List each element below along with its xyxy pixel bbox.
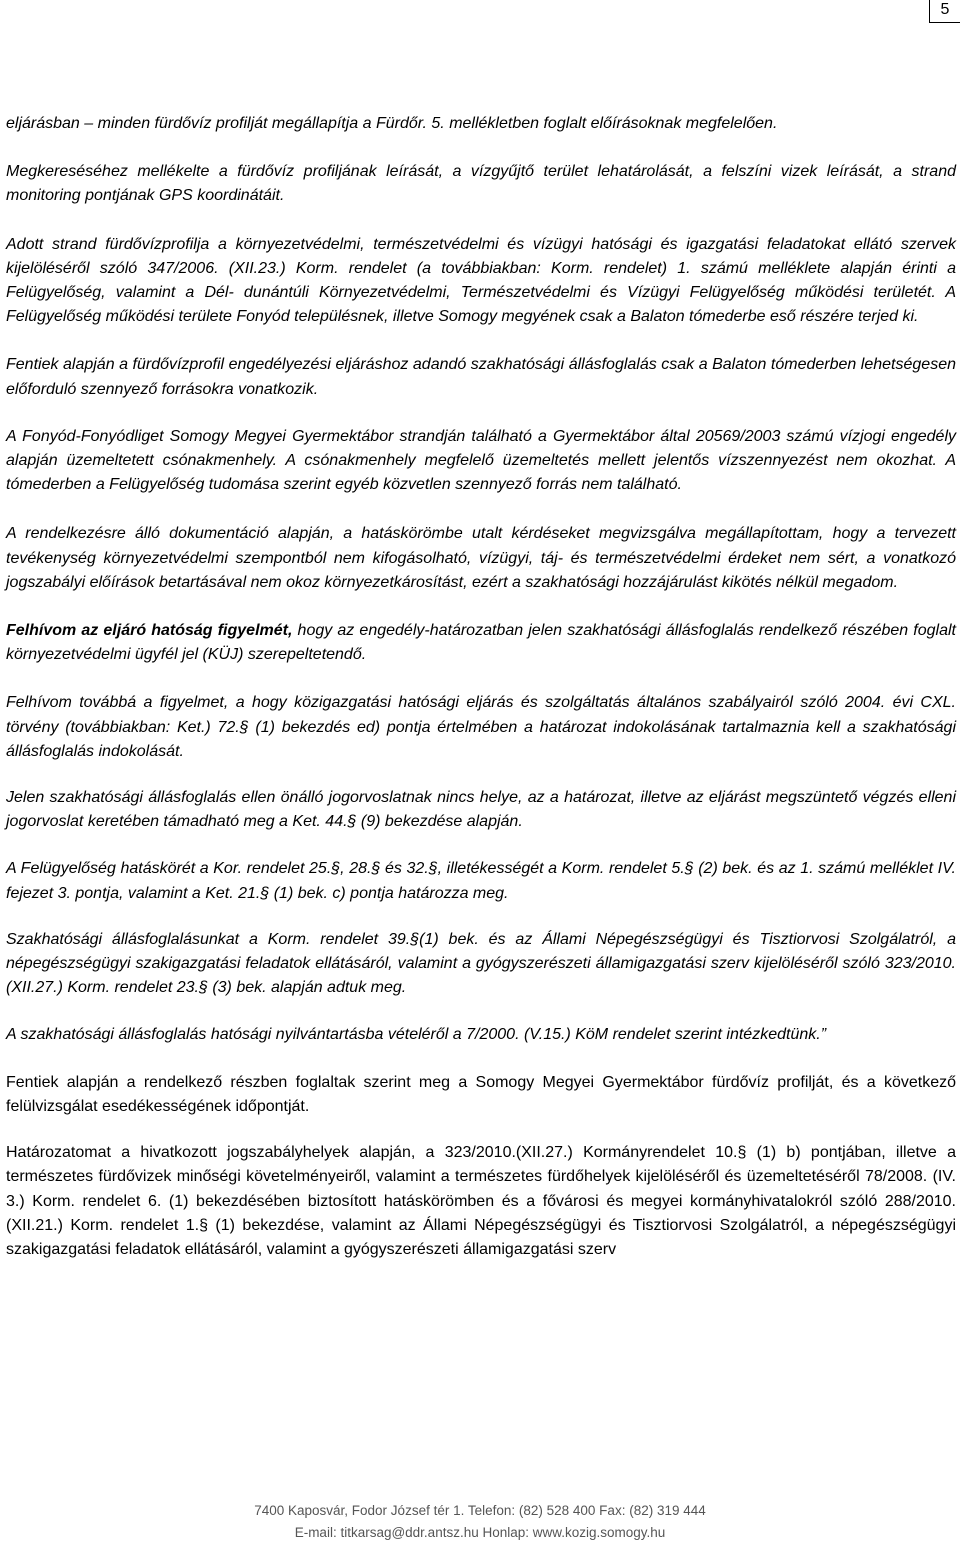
paragraph [6,1023,956,1047]
text-run: A Felügyelőség hatáskörét a Kor. rendelet 25.§, 28.§ és 32.§, illetékességét a Korm. rendelet 5.§ (2) bek. és az 1. számú melléklet IV. fejezet 3. pontja, valamint a Ket. 21.§ (1) bek. c) pontja határozza meg. [6,860,956,902]
text-run: A szakhatósági állásfoglalás hatósági nyilvántartásba vételéről a 7/2000. (V.15.) KöM rendelet szerint intézkedtünk.” [6,1026,827,1044]
footer-address: 7400 Kaposvár, Fodor József tér 1. Telefon: (82) 528 400 Fax: (82) 319 444 [254,1503,706,1518]
paragraph [6,112,956,136]
paragraph [6,928,956,1001]
paragraph [6,1141,956,1262]
text-run: Szakhatósági állásfoglalásunkat a Korm. rendelet 39.§(1) bek. és az Állami Népegészségügyi és Tisztiorvosi Szolgálatról, a népegészségügyi szakigazgatási feladatok ellátásáról, valamint a gyógyszerészeti államigazgatási szerv kijelöléséről szóló 323/2010. (XII.27.) Korm. rendelet 23.§ (3) bek. alapján adtuk meg. [6,930,956,997]
text-run: Adott strand fürdővízprofilja a környezetvédelmi, természetvédelmi és vízügyi hatósági és igazgatási feladatokat ellátó szervek kijelöléséről szóló 347/2006. (XII.23.) Korm. rendelet (a továbbiakban: Korm. rendelet) 1. számú melléklete alapján érinti a Felügyelőség, valamint a Dél- dunántúli Környezetvédelmi, Természetvédelmi és Vízügyi Felügyelőség működési területét. A Felügyelőség működési területe Fonyód településnek, illetve Somogy megyének csak a Balaton tómederbe eső részére terjed ki. [6,235,956,326]
paragraph [6,691,956,764]
page-number: 5 [929,0,960,23]
text-run: Megkereséséhez mellékelte a fürdővíz profiljának leírását, a vízgyűjtő terület lehatárolását, a felszíni vizek leírását, a strand monitoring pontjának GPS koordinátáit. [6,163,956,205]
paragraph [6,522,956,595]
text-run: Fentiek alapján a fürdővízprofil engedélyezési eljáráshoz adandó szakhatósági állásfoglalás csak a Balaton tómederben lehetségesen előforduló szennyező forrásokra vonatkozik. [6,356,956,398]
text-run: A Fonyód-Fonyódliget Somogy Megyei Gyermektábor strandján található a Gyermektábor által 20569/2003 számú vízjogi engedély alapján üzemeltetett csónakmenhely. A csónakmenhely megfelelő üzemeltetés mellett jelentős vízszennyezést nem okozhat. A tómederben a Felügyelőség tudomása szerint egyéb közvetlen szennyező forrás nem található. [6,427,956,494]
footer [0,1500,960,1544]
text-run: Határozatomat a hivatkozott jogszabályhelyek alapján, a 323/2010.(XII.27.) Kormányrendelet 10.§ (1) b) pontjában, illetve a természetes fürdővizek minőségi követelményeiről, valamint a természetes fürdőhelyek kijelöléséről és üzemeltetéséről 78/2008. (IV. 3.) Korm. rendelet 6. (1) bekezdésében biztosított hatáskörömben és a fővárosi és megyei kormányhivatalokról szóló 288/2010. (XII.21.) Korm. rendelet 1.§ (1) bekezdése, valamint az Állami Népegészségügyi és Tisztiorvosi Szolgálatról, a népegészségügyi szakigazgatási feladatok ellátásáról, valamint a gyógyszerészeti államigazgatási szerv [6,1144,956,1258]
bold-text-run: Felhívom az eljáró hatóság figyelmét, [6,622,293,640]
paragraph [6,425,956,498]
paragraph [6,353,956,401]
text-run: Fentiek alapján a rendelkező részben foglaltak szerint meg a Somogy Megyei Gyermektábor fürdővíz profilját, és a következő felülvizsgálat esedékességének időpontját. [6,1073,956,1115]
text-run: Felhívom továbbá a figyelmet, a hogy közigazgatási hatósági eljárás és szolgáltatás általános szabályairól szóló 2004. évi CXL. törvény (továbbiakban: Ket.) 72.§ (1) bekezdés ed) pontja értelmében a határozat indokolásának tartalmaznia kell a szakhatósági állásfoglalás indokolását. [6,694,956,760]
footer-contact: E-mail: titkarsag@ddr.antsz.hu Honlap: www.kozig.somogy.hu [294,1525,666,1540]
paragraph [6,619,956,667]
text-run: A rendelkezésre álló dokumentáció alapján, a hatáskörömbe utalt kérdéseket megvizsgálva megállapítottam, hogy a tervezett tevékenység környezetvédelmi szempontból nem kifogásolható, vízügyi, táj- és természetvédelmi érdeket nem sért, a vonatkozó jogszabályi előírások betartásával nem okoz környezetkárosítást, ezért a szakhatósági hozzájárulást kikötés nélkül megadom. [6,525,956,591]
paragraph [6,160,956,208]
paragraph [6,786,956,834]
paragraph [6,233,956,330]
text-run: Jelen szakhatósági állásfoglalás ellen önálló jogorvoslatnak nincs helye, az a határozat, illetve az eljárást megszüntető végzés elleni jogorvoslat keretében támadható meg a Ket. 44.§ (9) bekezdése alapján. [6,789,956,831]
document-body [6,112,956,1262]
paragraph [6,1071,956,1119]
paragraph [6,857,956,905]
text-run: eljárásban – minden fürdővíz profilját megállapítja a Fürdőr. 5. mellékletben foglalt előírásoknak megfelelően. [6,115,778,132]
text-run: hogy az engedély-határozatban jelen szakhatósági állásfoglalás rendelkező részében foglalt környezetvédelmi ügyfél jel (KÜJ) szerepeltetendő. [6,622,956,664]
